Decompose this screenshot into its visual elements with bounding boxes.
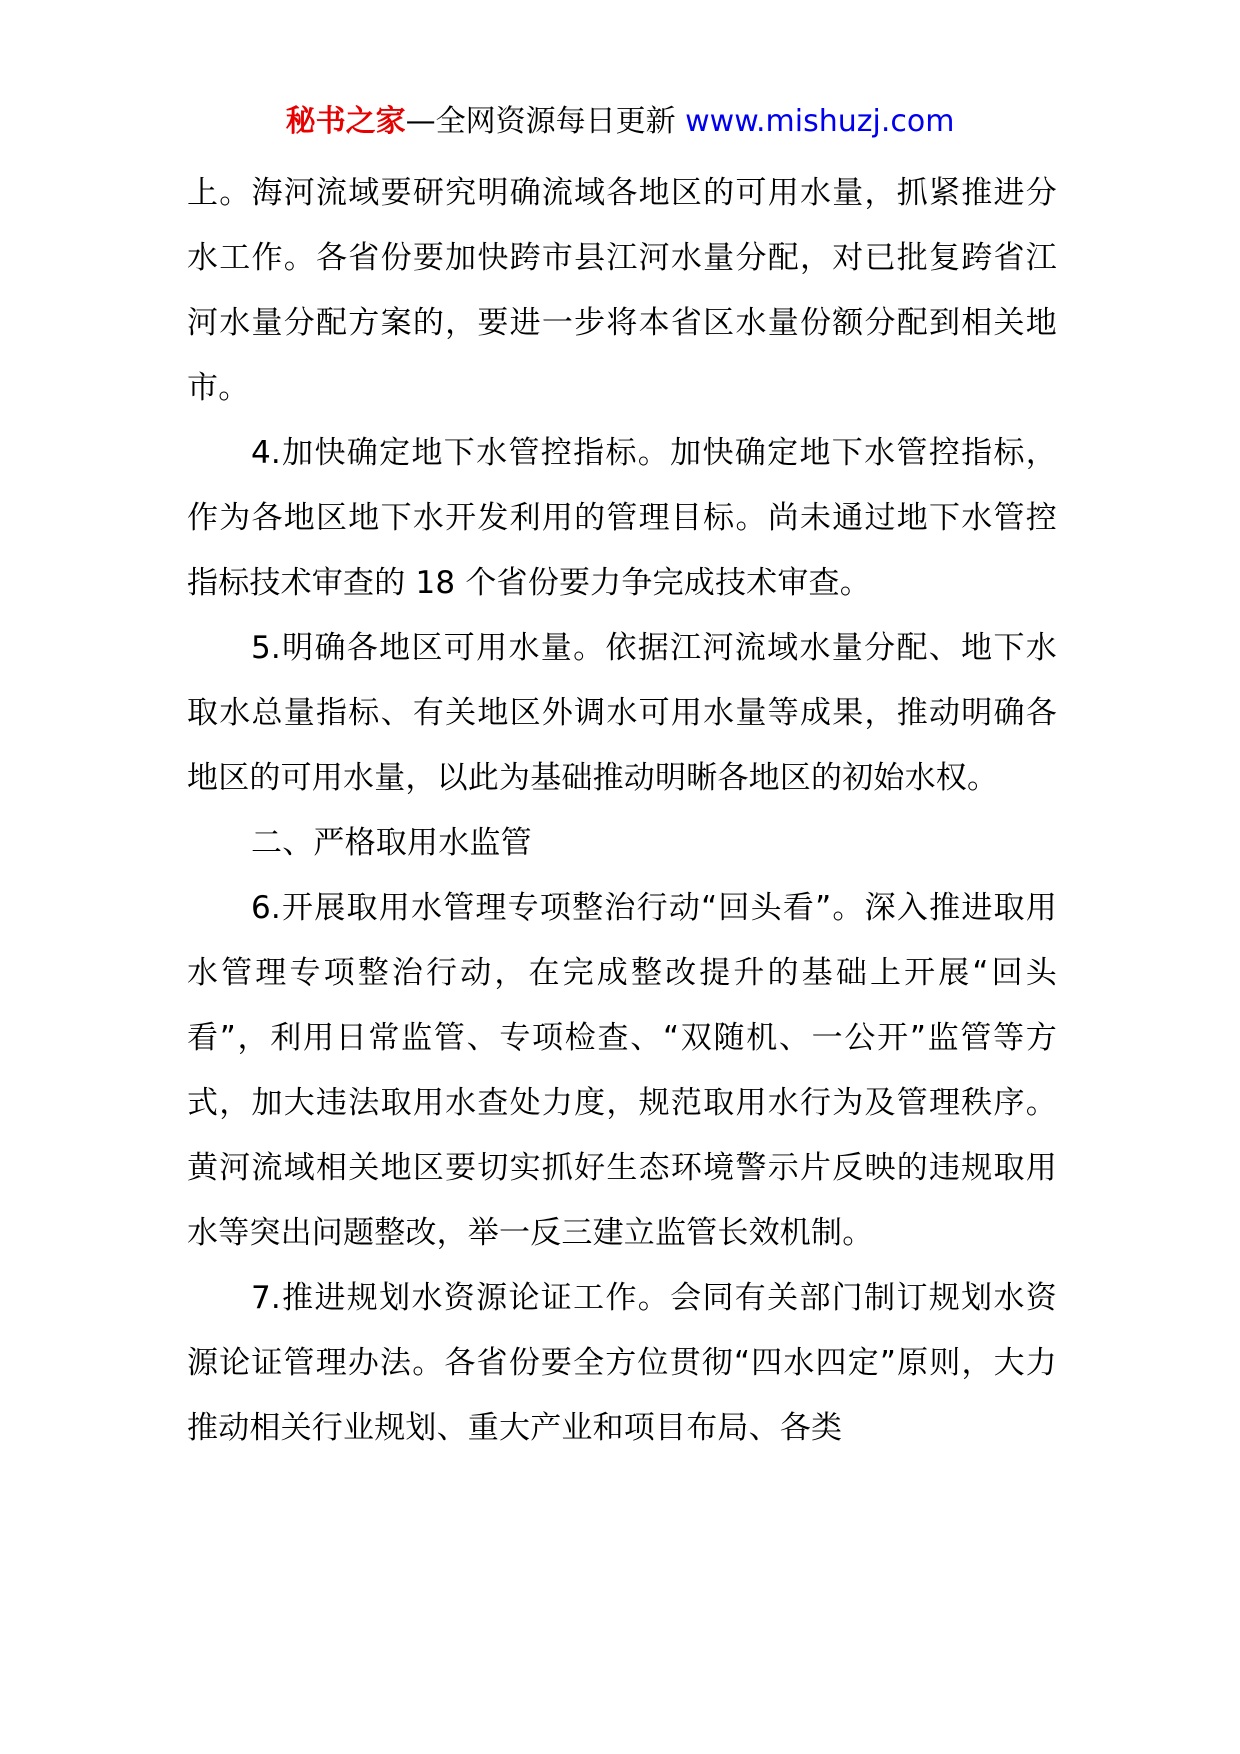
- paragraph-item-7: 7.推进规划水资源论证工作。会同有关部门制订规划水资源论证管理办法。各省份要全方位贯彻“四水四定”原则，大力推动相关行业规划、重大产业和项目布局、各类: [187, 1280, 1057, 1446]
- paragraph-item-5: 5.明确各地区可用水量。依据江河流域水量分配、地下水取水总量指标、有关地区外调水可用水量等成果，推动明确各地区的可用水量，以此为基础推动明晰各地区的初始水权。: [187, 630, 1057, 796]
- site-url-link[interactable]: www.mishuzj.com: [685, 104, 955, 139]
- document-body: [187, 161, 1057, 1461]
- page-header: [0, 102, 1240, 142]
- section-heading: 二、严格取用水监管: [251, 825, 532, 861]
- brand-name: 秘书之家: [285, 104, 406, 139]
- paragraph-item-4: 4.加快确定地下水管控指标。加快确定地下水管控指标，作为各地区地下水开发利用的管理目标。尚未通过地下水管控指标技术审查的 18 个省份要力争完成技术审查。: [187, 435, 1057, 601]
- paragraph-item-6: 6.开展取用水管理专项整治行动“回头看”。深入推进取用水管理专项整治行动，在完成整改提升的基础上开展“回头看”，利用日常监管、专项检查、“双随机、一公开”监管等方式，加大违法取用水查处力度，规范取用水行为及管理秩序。黄河流域相关地区要切实抓好生态环境警示片反映的违规取用水等突出问题整改，举一反三建立监管长效机制。: [187, 890, 1057, 1251]
- header-tagline: —全网资源每日更新: [405, 104, 686, 139]
- paragraph-continuation: 上。海河流域要研究明确流域各地区的可用水量，抓紧推进分水工作。各省份要加快跨市县江河水量分配，对已批复跨省江河水量分配方案的，要进一步将本省区水量份额分配到相关地市。: [187, 175, 1057, 406]
